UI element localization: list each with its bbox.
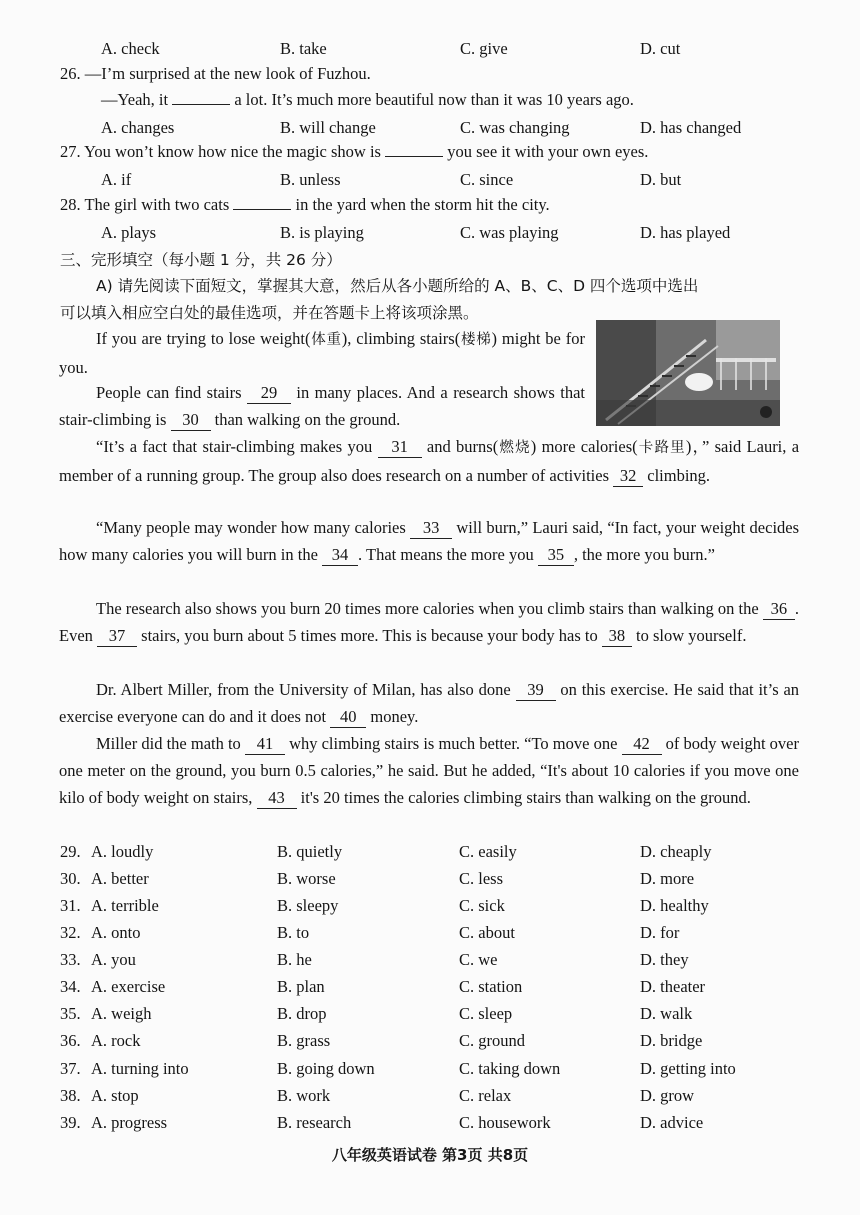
blank-40: 40 [330,707,366,728]
option-c: C. ground [459,1031,525,1050]
question-number: 31. [60,896,81,915]
blank-34: 34 [322,545,358,566]
option-a: A. terrible [91,896,159,915]
option-c: C. taking down [459,1059,561,1078]
question-26-reply [101,90,800,110]
option-d: D. advice [640,1113,704,1132]
option-a: A. progress [91,1113,168,1132]
option-c: C. relax [459,1086,512,1105]
options-row [0,1084,860,1108]
options-row-27 [0,168,860,192]
option-d: D. cheaply [640,842,712,861]
option-b: B. work [277,1086,331,1105]
text: will burn,” Lauri said, “In fact, your weight decides how many calories you will burn in the [59,518,800,564]
chinese-gloss: 卡路里 [637,440,686,456]
option-d: D. grow [640,1086,695,1105]
option-d: D. has changed [640,118,742,137]
options-row-28 [0,221,860,245]
text: . Even [59,599,800,645]
question-number: 34. [60,977,81,996]
options-row [0,1057,860,1081]
blank-30: 30 [171,410,211,431]
option-a: A. loudly [91,842,154,861]
option-c: C. station [459,977,523,996]
text: If you are trying to lose weight( [96,329,311,348]
question-number: 30. [60,869,81,888]
text: , the more you burn.” [573,545,715,564]
option-c: C. since [460,170,514,189]
passage-paragraph-7 [59,730,799,811]
text: to slow yourself. [636,626,747,645]
blank-35: 35 [538,545,574,566]
option-c: C. easily [459,842,517,861]
text: ) more calories( [530,437,638,456]
option-d: D. has played [640,223,731,242]
option-d: D. but [640,170,682,189]
text: and burns( [426,437,499,456]
text: “Many people may wonder how many calories [96,518,406,537]
text: . That means the more you [358,545,534,564]
question-27-stem [60,142,800,162]
q26-pre: —Yeah, it [101,90,169,109]
option-d: D. cut [640,39,681,58]
blank-37: 37 [97,626,137,647]
option-d: D. more [640,869,695,888]
stairs-illustration-icon [596,320,780,426]
blank-42: 42 [622,734,662,755]
option-d: D. for [640,923,680,942]
text: People can find stairs [96,383,242,402]
question-number: 36. [60,1031,81,1050]
option-c: C. was playing [460,223,559,242]
blank-43: 43 [257,788,297,809]
chinese-gloss: 燃烧 [498,440,531,456]
option-d: D. theater [640,977,706,996]
question-number: 39. [60,1113,81,1132]
blank-33: 33 [410,518,452,539]
option-a: A. weigh [91,1004,152,1023]
option-d: D. getting into [640,1059,736,1078]
option-b: B. research [277,1113,352,1132]
option-c: C. sleep [459,1004,513,1023]
blank-41: 41 [245,734,285,755]
option-c: C. about [459,923,515,942]
options-row [0,1029,860,1053]
text: Dr. Albert Miller, from the University of Milan, has also done [96,680,511,699]
blank-36: 36 [763,599,795,620]
passage-paragraph-1 [59,325,585,381]
options-row [0,840,860,864]
option-c: C. was changing [460,118,570,137]
question-26-stem: 26. —I’m surprised at the new look of Fuzhou. [60,64,371,83]
text: stairs, you burn about 5 times more. This is because your body has to [141,626,598,645]
option-a: A. check [101,39,160,58]
option-b: B. unless [280,170,341,189]
option-a: A. turning into [91,1059,189,1078]
options-row-26 [0,116,860,140]
question-number: 33. [60,950,81,969]
q28-pre: 28. The girl with two cats [60,195,230,214]
text: climbing. [647,466,711,485]
option-d: D. walk [640,1004,693,1023]
option-a: A. better [91,869,149,888]
text: it's 20 times the calories climbing stairs than walking on the ground. [300,788,751,807]
blank-39: 39 [516,680,556,701]
text: ) might be for you. [59,329,586,377]
chinese-gloss: 楼梯 [460,332,492,348]
options-row [0,894,860,918]
options-row [0,921,860,945]
option-c: C. less [459,869,504,888]
question-number: 29. [60,842,81,861]
q27-pre: 27. You won’t know how nice the magic show is [60,142,381,161]
blank-38: 38 [602,626,632,647]
text: ), climbing stairs( [341,329,461,348]
section-instruction-line2: 可以填入相应空白处的最佳选项，并在答题卡上将该项涂黑。 [60,304,479,322]
text: “It’s a fact that stair-climbing makes you [96,437,373,456]
options-row [0,975,860,999]
passage-paragraph-5 [59,595,799,649]
page-footer: 八年级英语试卷 第3页 共8页 [331,1146,529,1164]
option-b: B. grass [277,1031,331,1050]
passage-paragraph-4 [59,514,799,568]
option-b: B. he [277,950,312,969]
options-row [0,1111,860,1135]
answer-blank [172,104,230,105]
q27-post: you see it with your own eyes. [447,142,649,161]
section-instruction-line1: A) 请先阅读下面短文，掌握其大意，然后从各小题所给的 A、B、C、D 四个选项中选出 [96,277,699,295]
text: why climbing stairs is much better. “To move one [289,734,618,753]
text: Miller did the math to [96,734,241,753]
option-a: A. stop [91,1086,139,1105]
option-b: B. going down [277,1059,375,1078]
options-row [0,1002,860,1026]
text: money. [370,707,419,726]
passage-paragraph-2 [59,379,585,433]
option-a: A. if [101,170,132,189]
text: on this exercise. He said that it’s an exercise everyone can do and it does not [59,680,800,726]
options-row [0,948,860,972]
stairs-photo [596,320,780,426]
question-28-stem [60,195,800,215]
option-b: B. will change [280,118,376,137]
option-c: C. sick [459,896,505,915]
q28-post: in the yard when the storm hit the city. [295,195,550,214]
blank-32: 32 [613,466,643,487]
option-a: A. you [91,950,136,969]
option-b: B. take [280,39,327,58]
q26-post: a lot. It’s much more beautiful now than it was 10 years ago. [234,90,634,109]
option-b: B. drop [277,1004,327,1023]
question-number: 32. [60,923,81,942]
passage-paragraph-3 [59,433,799,489]
options-row-25 [0,37,860,61]
option-a: A. changes [101,118,175,137]
option-b: B. plan [277,977,325,996]
text: )，” said Lauri, a member of a running group. The group also does research on a number of activities [59,437,800,485]
option-a: A. onto [91,923,141,942]
option-d: D. healthy [640,896,709,915]
question-number: 37. [60,1059,81,1078]
option-b: B. quietly [277,842,343,861]
text: in many places. And a research shows that stair-climbing is [59,383,585,429]
option-b: B. to [277,923,310,942]
option-a: A. plays [101,223,156,242]
section-title: 三、完形填空（每小题 1 分，共 26 分） [60,251,342,269]
question-number: 38. [60,1086,81,1105]
text: of body weight over one meter on the ground, you burn 0.5 calories,” he said. But he added, “It's about 10 calories if you move one kilo of body weight on stairs, [59,734,799,807]
text: The research also shows you burn 20 times more calories when you climb stairs than walking on the [96,599,759,618]
blank-31: 31 [378,437,422,458]
options-row [0,867,860,891]
option-a: A. exercise [91,977,166,996]
option-b: B. is playing [280,223,364,242]
answer-blank [385,156,443,157]
option-b: B. worse [277,869,336,888]
question-number: 35. [60,1004,81,1023]
blank-29: 29 [247,383,291,404]
option-c: C. give [460,39,508,58]
option-c: C. housework [459,1113,551,1132]
answer-blank [233,209,291,210]
option-d: D. they [640,950,689,969]
option-c: C. we [459,950,498,969]
option-a: A. rock [91,1031,141,1050]
text: than walking on the ground. [214,410,401,429]
option-b: B. sleepy [277,896,339,915]
chinese-gloss: 体重 [310,332,342,348]
option-d: D. bridge [640,1031,703,1050]
passage-paragraph-6 [59,676,799,730]
